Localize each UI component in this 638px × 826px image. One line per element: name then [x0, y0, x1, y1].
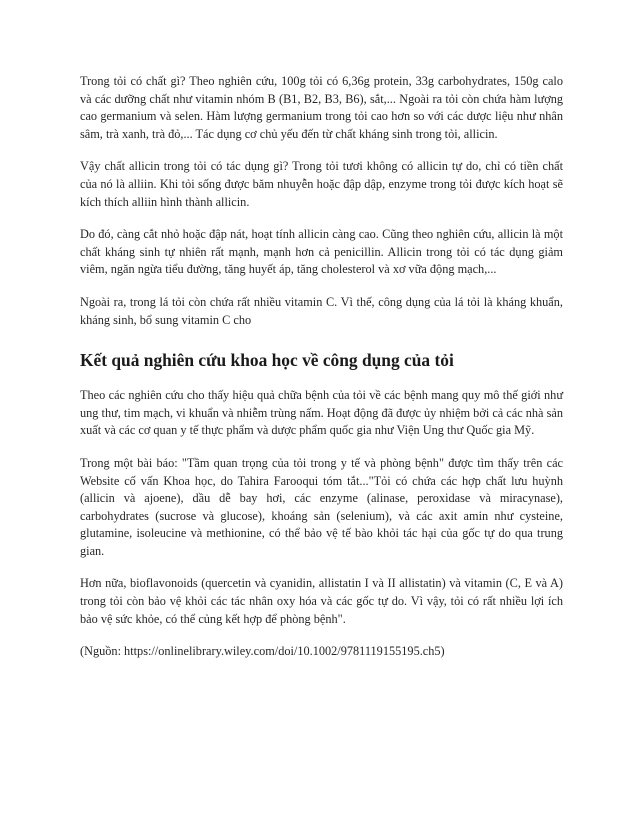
source-citation: (Nguồn: https://onlinelibrary.wiley.com/doi/10.1002/9781119155195.ch5): [80, 644, 445, 659]
paragraph-article: Trong một bài báo: "Tầm quan trọng của tỏi trong y tế và phòng bệnh" được tìm thấy trên các Website cố vấn Khoa học, do Tahira Farooqui tóm tắt..."Tỏi có chứa các hợp chất lưu huỳnh (allicin và ajoene), dầu dễ bay hơi, các enzyme (alinase, peroxidase và miracynase), carbohydrates (sucrose và glucose), khoáng sản (selenium), và các axit amin như cysteine, glutamine, isoleucine và methionine, có thể bảo vệ tế bào khỏi tác hại của gốc tự do qua trung gian.: [80, 455, 563, 558]
paragraph-allicin: Vậy chất allicin trong tỏi có tác dụng gì? Trong tỏi tươi không có allicin tự do, chỉ có tiền chất của nó là alliin. Khi tỏi sống được băm nhuyễn hoặc đập dập, enzyme trong tỏi được kích hoạt sẽ kích thích alliin hình thành allicin.: [80, 159, 563, 209]
paragraph-nutrients: Trong tỏi có chất gì? Theo nghiên cứu, 100g tỏi có 6,36g protein, 33g carbohydrates, 150g calo và các dưỡng chất như vitamin nhóm B (B1, B2, B3, B6), sắt,... Ngoài ra tỏi còn chứa hàm lượng cao germanium và selen. Hàm lượng germanium trong tỏi cao hơn so với các dược liệu như nhân sâm, trà xanh, trà đỏ,... Tác dụng cơ chủ yếu đến từ chất kháng sinh trong tỏi, allicin.: [80, 74, 563, 141]
section-heading: Kết quả nghiên cứu khoa học về công dụng của tỏi: [80, 350, 454, 371]
paragraph-research: Theo các nghiên cứu cho thấy hiệu quả chữa bệnh của tỏi về các bệnh mang quy mô thế giới như ung thư, tim mạch, vi khuẩn và nhiễm trùng nấm. Hoạt động đã được ủy nhiệm bởi cả các nhà sản xuất và các cơ quan y tế thực phẩm và dược phẩm quốc gia như Viện Ung thư Quốc gia Mỹ.: [80, 388, 563, 438]
paragraph-activity: Do đó, càng cắt nhỏ hoặc đập nát, hoạt tính allicin càng cao. Cũng theo nghiên cứu, allicin là một chất kháng sinh tự nhiên rất mạnh, mạnh hơn cả penicillin. Allicin trong tỏi có tác dụng giảm viêm, ngăn ngừa tiểu đường, tăng huyết áp, tăng cholesterol và xơ vữa động mạch,...: [80, 227, 563, 277]
paragraph-bioflavonoids: Hơn nữa, bioflavonoids (quercetin và cyanidin, allistatin I và II allistatin) và vitamin (C, E và A) trong tỏi còn bảo vệ khỏi các tác nhân oxy hóa và các gốc tự do. Vì vậy, tỏi có rất nhiều lợi ích bảo vệ sức khỏe, có thể củng kết hợp để phòng bệnh".: [80, 576, 563, 626]
paragraph-leaf-vitamin: Ngoài ra, trong lá tỏi còn chứa rất nhiều vitamin C. Vì thế, công dụng của lá tỏi là kháng khuẩn, kháng sinh, bổ sung vitamin C cho: [80, 294, 563, 327]
document-page: [80, 73, 563, 676]
